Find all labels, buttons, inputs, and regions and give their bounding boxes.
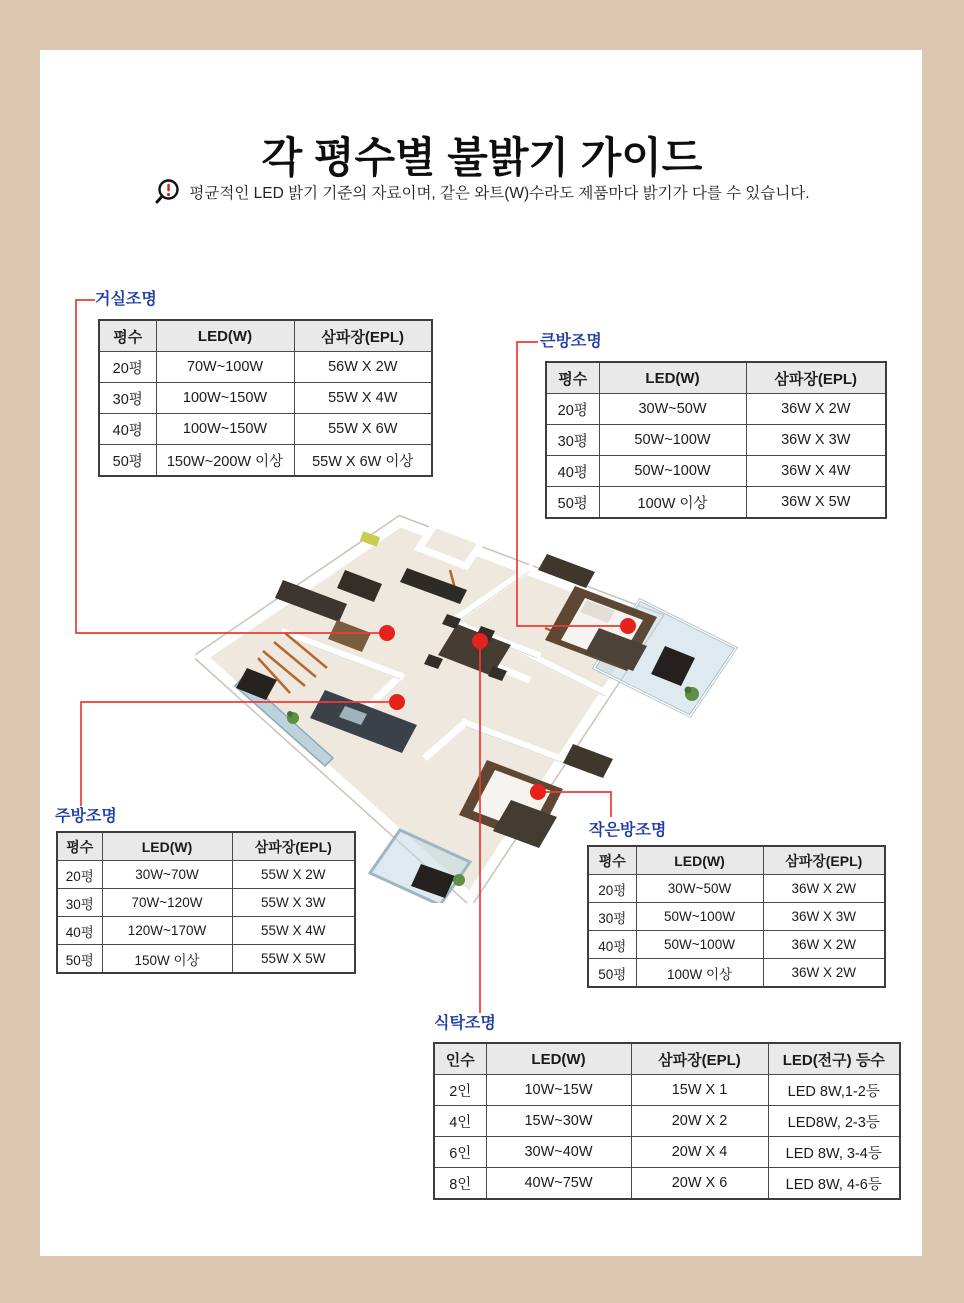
- table-cell: 55W X 3W: [232, 889, 355, 917]
- header-row: [57, 832, 355, 861]
- table-row: [588, 875, 885, 903]
- magnifier-alert-icon: [154, 178, 181, 205]
- table-row: [434, 1106, 900, 1137]
- table-cell: 70W~100W: [156, 352, 294, 383]
- section-dining: [433, 1015, 901, 1200]
- column-header: 평수: [99, 320, 156, 352]
- notice-text: 평균적인 LED 밝기 기준의 자료이며, 같은 와트(W)수라도 제품마다 밝기가 다를 수 있습니다.: [189, 184, 810, 202]
- table-cell: 150W~200W 이상: [156, 445, 294, 477]
- table-cell: 100W~150W: [156, 414, 294, 445]
- table-row: [546, 487, 886, 519]
- column-header: 삼파장(EPL): [232, 832, 355, 861]
- column-header: 인수: [434, 1043, 486, 1075]
- table-cell: 36W X 2W: [763, 959, 885, 988]
- table-cell: 6인: [434, 1137, 486, 1168]
- table-cell: 100W~150W: [156, 383, 294, 414]
- column-header: LED(W): [599, 362, 746, 394]
- table-row: [546, 425, 886, 456]
- column-header: LED(W): [156, 320, 294, 352]
- table-cell: 55W X 4W: [294, 383, 432, 414]
- table-cell: 40평: [546, 456, 599, 487]
- table-row: [588, 903, 885, 931]
- table-cell: 20평: [57, 861, 102, 889]
- table-cell: 40W~75W: [486, 1168, 631, 1200]
- table-cell: 30평: [546, 425, 599, 456]
- table-cell: 55W X 5W: [232, 945, 355, 974]
- section-smallroom: [587, 822, 886, 988]
- smallroom-table: [587, 845, 886, 988]
- table-cell: 36W X 3W: [746, 425, 886, 456]
- table-row: [434, 1075, 900, 1106]
- table-row: [57, 861, 355, 889]
- table-cell: 30평: [588, 903, 636, 931]
- table-cell: 20평: [546, 394, 599, 425]
- table-cell: 100W 이상: [636, 959, 763, 988]
- table-row: [588, 959, 885, 988]
- table-cell: 36W X 5W: [746, 487, 886, 519]
- table-cell: 50W~100W: [599, 425, 746, 456]
- table-cell: LED8W, 2-3등: [768, 1106, 900, 1137]
- table-cell: 50평: [546, 487, 599, 519]
- column-header: 삼파장(EPL): [294, 320, 432, 352]
- table-cell: 20평: [588, 875, 636, 903]
- table-row: [546, 394, 886, 425]
- table-cell: 50W~100W: [636, 931, 763, 959]
- table-cell: 30W~40W: [486, 1137, 631, 1168]
- table-cell: 36W X 3W: [763, 903, 885, 931]
- table-cell: 50W~100W: [599, 456, 746, 487]
- table-cell: 8인: [434, 1168, 486, 1200]
- table-row: [99, 383, 432, 414]
- section-bigroom: [540, 333, 887, 519]
- column-header: 평수: [588, 846, 636, 875]
- section-label-kitchen: 주방조명: [55, 808, 117, 825]
- table-cell: LED 8W,1-2등: [768, 1075, 900, 1106]
- table-cell: 150W 이상: [102, 945, 232, 974]
- header-row: [588, 846, 885, 875]
- section-kitchen: [56, 808, 356, 974]
- table-cell: 4인: [434, 1106, 486, 1137]
- table-cell: 40평: [99, 414, 156, 445]
- table-row: [99, 352, 432, 383]
- table-row: [546, 456, 886, 487]
- table-cell: 70W~120W: [102, 889, 232, 917]
- column-header: 삼파장(EPL): [746, 362, 886, 394]
- table-cell: 30W~50W: [636, 875, 763, 903]
- table-cell: LED 8W, 3-4등: [768, 1137, 900, 1168]
- header-row: [99, 320, 432, 352]
- table-cell: 2인: [434, 1075, 486, 1106]
- column-header: 평수: [546, 362, 599, 394]
- table-row: [57, 945, 355, 974]
- column-header: LED(전구) 등수: [768, 1043, 900, 1075]
- table-cell: 20W X 2: [631, 1106, 768, 1137]
- table-cell: 40평: [588, 931, 636, 959]
- section-label-bigroom: 큰방조명: [540, 333, 602, 350]
- table-cell: 50W~100W: [636, 903, 763, 931]
- table-cell: 36W X 2W: [763, 875, 885, 903]
- column-header: 삼파장(EPL): [631, 1043, 768, 1075]
- table-cell: 36W X 4W: [746, 456, 886, 487]
- kitchen-table: [56, 831, 356, 974]
- table-cell: 36W X 2W: [746, 394, 886, 425]
- table-cell: 10W~15W: [486, 1075, 631, 1106]
- table-cell: 55W X 6W: [294, 414, 432, 445]
- living-table: [98, 319, 433, 477]
- table-cell: 15W X 1: [631, 1075, 768, 1106]
- column-header: LED(W): [102, 832, 232, 861]
- table-row: [588, 931, 885, 959]
- table-cell: LED 8W, 4-6등: [768, 1168, 900, 1200]
- table-row: [434, 1168, 900, 1200]
- table-cell: 40평: [57, 917, 102, 945]
- header-row: [434, 1043, 900, 1075]
- bigroom-table: [545, 361, 887, 519]
- table-cell: 50평: [57, 945, 102, 974]
- table-cell: 55W X 6W 이상: [294, 445, 432, 477]
- column-header: LED(W): [636, 846, 763, 875]
- page-title: 각 평수별 불밝기 가이드: [261, 134, 703, 182]
- table-cell: 30W~50W: [599, 394, 746, 425]
- table-row: [57, 889, 355, 917]
- table-row: [434, 1137, 900, 1168]
- section-living: [95, 291, 433, 477]
- table-row: [99, 414, 432, 445]
- table-cell: 56W X 2W: [294, 352, 432, 383]
- section-label-dining: 식탁조명: [434, 1015, 496, 1032]
- table-cell: 30평: [57, 889, 102, 917]
- column-header: 평수: [57, 832, 102, 861]
- table-cell: 55W X 2W: [232, 861, 355, 889]
- column-header: 삼파장(EPL): [763, 846, 885, 875]
- table-cell: 100W 이상: [599, 487, 746, 519]
- table-cell: 20W X 6: [631, 1168, 768, 1200]
- table-row: [57, 917, 355, 945]
- section-label-living: 거실조명: [95, 291, 157, 308]
- header-row: [546, 362, 886, 394]
- table-cell: 50평: [588, 959, 636, 988]
- table-cell: 15W~30W: [486, 1106, 631, 1137]
- dining-table: [433, 1042, 901, 1200]
- table-cell: 50평: [99, 445, 156, 477]
- table-cell: 120W~170W: [102, 917, 232, 945]
- table-cell: 30평: [99, 383, 156, 414]
- table-cell: 20평: [99, 352, 156, 383]
- notice-row: [0, 178, 964, 205]
- table-cell: 20W X 4: [631, 1137, 768, 1168]
- table-cell: 30W~70W: [102, 861, 232, 889]
- table-row: [99, 445, 432, 477]
- table-cell: 36W X 2W: [763, 931, 885, 959]
- column-header: LED(W): [486, 1043, 631, 1075]
- table-cell: 55W X 4W: [232, 917, 355, 945]
- section-label-smallroom: 작은방조명: [589, 822, 667, 839]
